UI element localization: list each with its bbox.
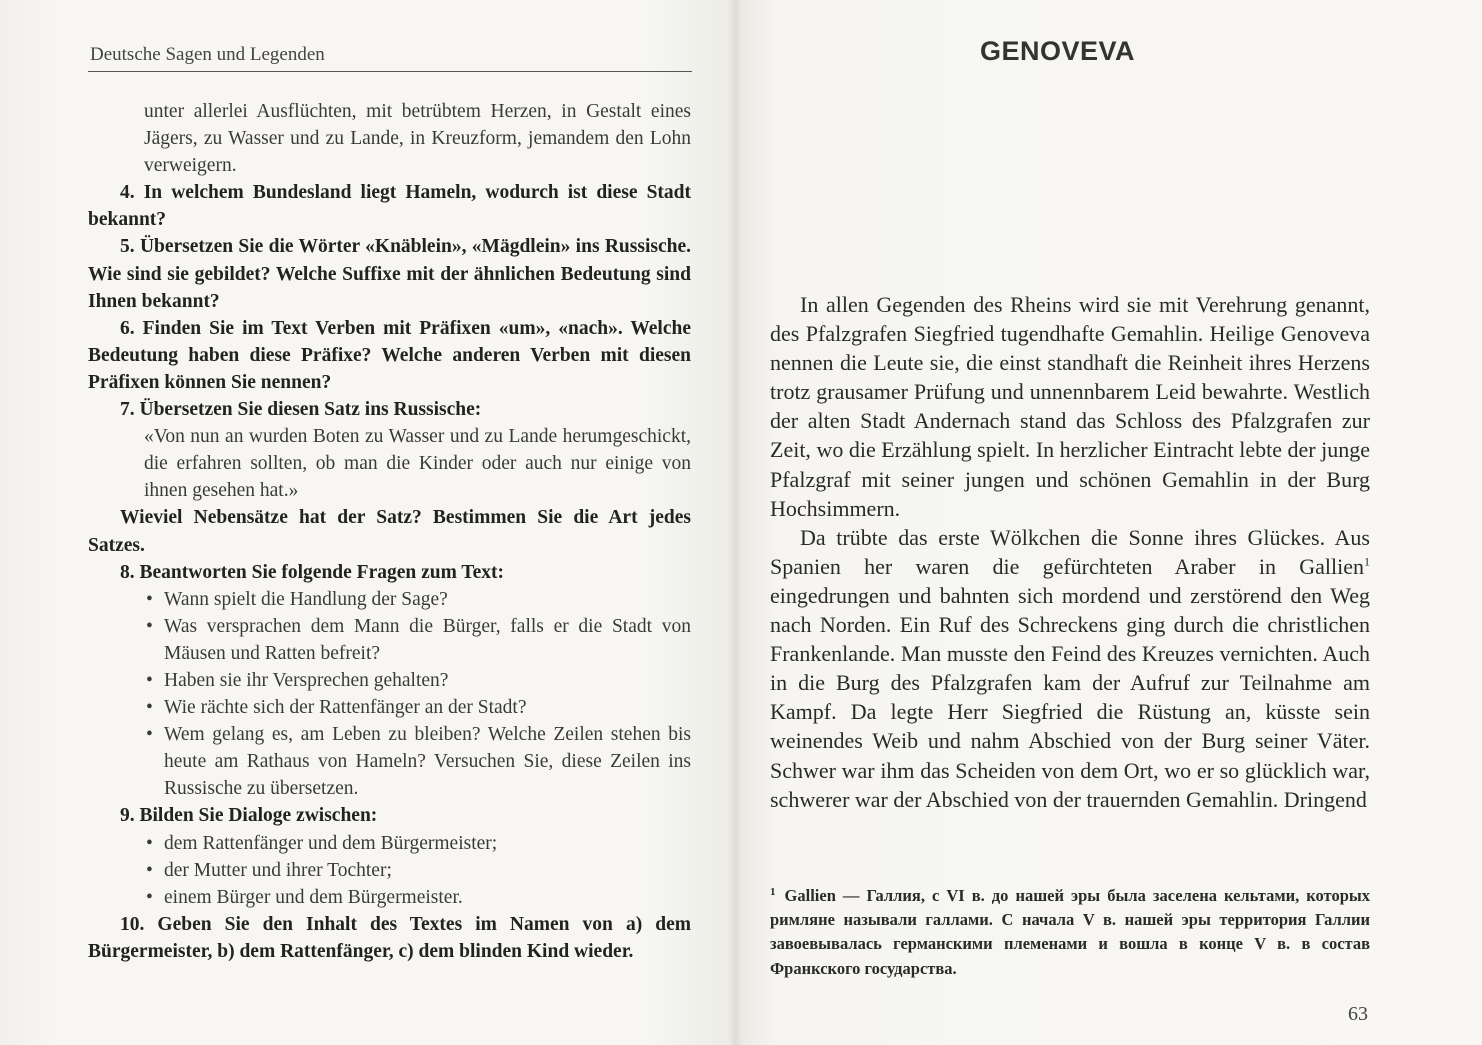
story-paragraph-2-rest: eingedrungen und bahnten sich mordend und zerstörend den Weg nach Norden. Ein Ruf des Schreckens ging durch die christlichen Frankenlande. Man musste den Feind des Kreuzes vernichten. Auch in die Burg des Pfalzgrafen kam der Aufruf zur Teilnahme am Kampf. Da legte Herr Siegfried die Rüstung an, küsste sein weinendes Weib und nahm Abschied von der Burg seiner Väter. Schwer war ihm das Scheiden von dem Ort, wo er so glücklich war, schwerer war der Abschied von der trauernden Gemahlin. Dringend [770,582,1370,812]
question-4: 4. In welchem Bundesland liegt Hameln, wodurch ist diese Stadt bekannt? [88,182,691,231]
footnote [770,884,1370,981]
question-7: 7. Übersetzen Sie diesen Satz ins Russische: [120,399,482,421]
question-8-list [88,586,691,803]
story-paragraph-2-start: Da trübte das erste Wölkchen die Sonne ihres Glückes. Aus Spanien her waren die gefürchteten Araber in Gallien [770,524,1370,579]
running-head-rule [88,71,692,72]
list-item: • Wann spielt die Handlung der Sage? [164,586,691,613]
story-paragraph-2 [770,523,1370,814]
exercise-block [88,98,691,965]
question-8: 8. Beantworten Sie folgende Fragen zum Text: [120,561,505,583]
question-6: 6. Finden Sie im Text Verben mit Präfixen «um», «nach». Welche Bedeutung haben diese Präfixe? Welche anderen Verben mit diesen Präfixen können Sie nennen? [88,317,691,393]
list-item: • einem Bürger und dem Bürgermeister. [164,884,691,911]
question-9-list [88,830,691,911]
question-7-quote: «Von nun an wurden Boten zu Wasser und zu Lande herumgeschickt, die erfahren sollten, ob man die Kinder oder auch nur einige von ihnen gesehen hat.» [144,426,691,502]
question-5: 5. Übersetzen Sie die Wörter «Knäblein», «Mägdlein» ins Russische. Wie sind sie gebildet? Welche Suffixe mit der ähnlichen Bedeutung sind Ihnen bekannt? [88,236,691,312]
footnote-mark: 1 [770,885,776,898]
footnote-text: Gallien — Галлия, с VI в. до нашей эры была заселена кельтами, которых римляне называли галлами. С начала V в. нашей эры территория Галлии завоевывалась германскими племенами и вошла в конце V в. в состав Франкского государства. [770,886,1371,978]
book-gutter [728,0,742,1045]
list-item: • Haben sie ihr Versprechen gehalten? [164,667,691,694]
story-paragraph-1: In allen Gegenden des Rheins wird sie mit Verehrung genannt, des Pfalzgrafen Siegfried tugendhafte Gemahlin. Heilige Genoveva nennen die Leute sie, die einst standhaft die Reinheit ihres Herzens trotz grausamer Prüfung und unnennbarem Leid bewahrte. Westlich der alten Stadt Andernach stand das Schloss des Pfalzgrafen zur Zeit, wo die Erzählung spielt. In herzlicher Eintracht lebte der junge Pfalzgraf mit seiner jungen und schönen Gemahlin in der Burg Hochsimmern. [770,292,1370,521]
list-item: • der Mutter und ihrer Tochter; [164,857,691,884]
story-text [770,290,1370,814]
question-7-followup: Wieviel Nebensätze hat der Satz? Bestimmen Sie die Art jedes Satzes. [88,507,691,556]
list-item: • dem Rattenfänger und dem Bürgermeister; [164,830,691,857]
chapter-title: GENOVEVA [980,36,1136,66]
page-number: 63 [1348,1003,1368,1025]
question-9: 9. Bilden Sie Dialoge zwischen: [120,805,378,827]
list-item: • Wie rächte sich der Rattenfänger an der Stadt? [164,694,691,721]
list-item: • Wem gelang es, am Leben zu bleiben? Welche Zeilen stehen bis heute am Rathaus von Hameln? Versuchen Sie, diese Zeilen ins Russische zu übersetzen. [164,721,691,802]
continuation-text: unter allerlei Ausflüchten, mit betrübtem Herzen, in Gestalt eines Jägers, zu Wasser und zu Lande, in Kreuzform, jemandem den Lohn verweigern. [144,101,691,177]
list-item: • Was versprachen dem Mann die Bürger, falls er die Stadt von Mäusen und Ratten befreit? [164,613,691,667]
running-head: Deutsche Sagen und Legenden [90,44,325,65]
question-10: 10. Geben Sie den Inhalt des Textes im Namen von a) dem Bürgermeister, b) dem Rattenfänger, c) dem blinden Kind wieder. [88,913,691,962]
footnote-reference: 1 [1364,554,1370,569]
